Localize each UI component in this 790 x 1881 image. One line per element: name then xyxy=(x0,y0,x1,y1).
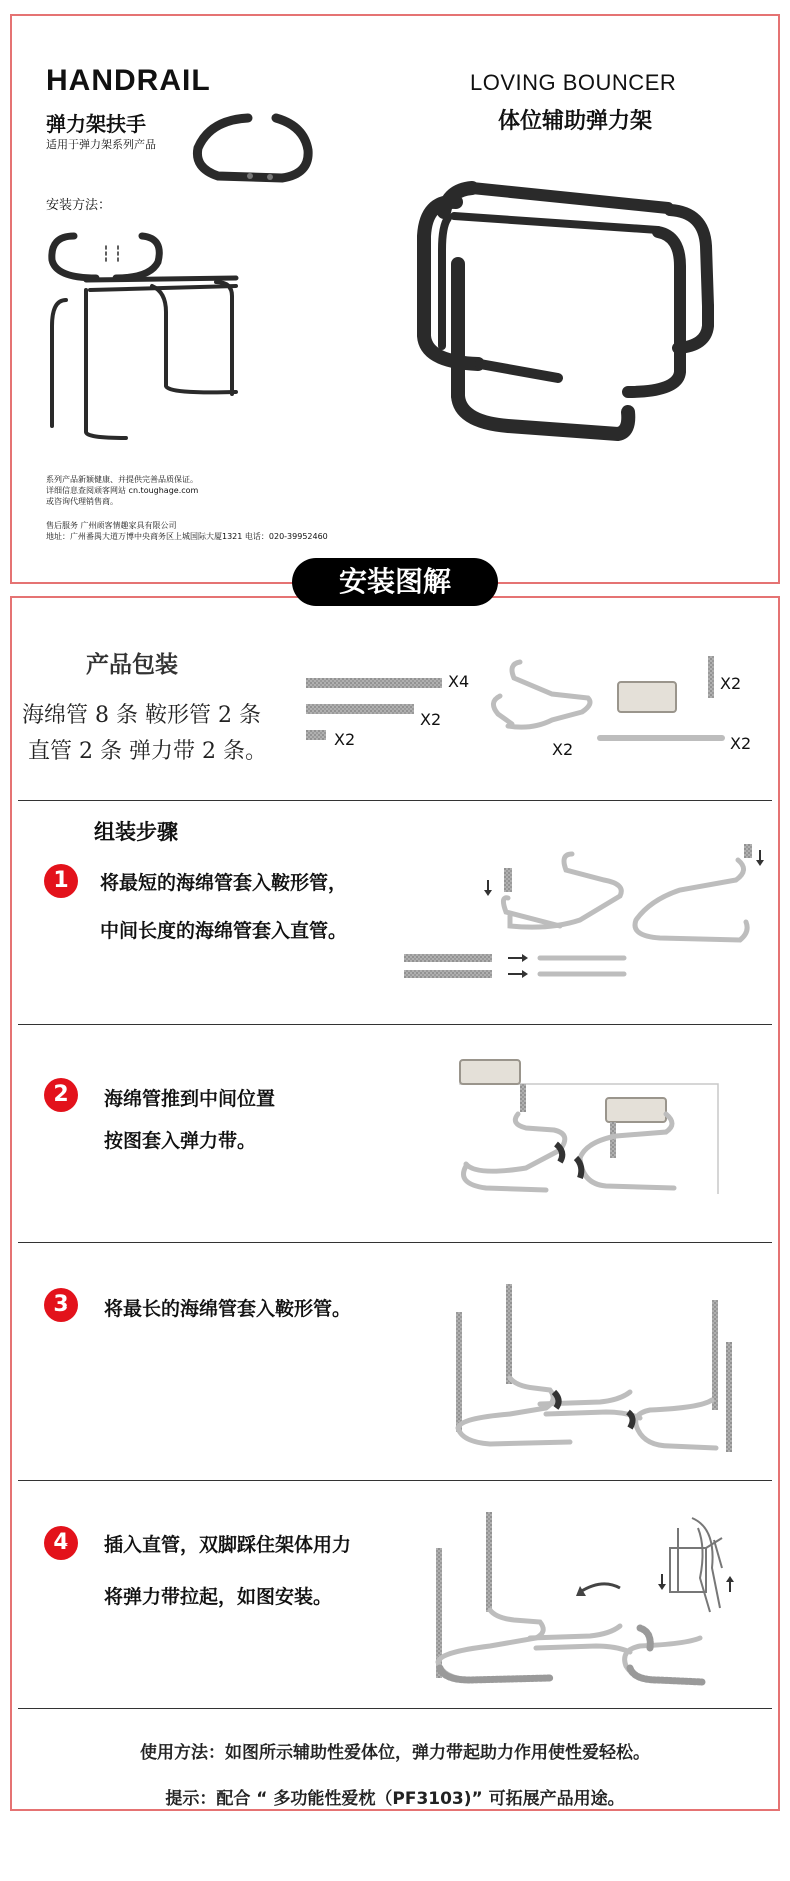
handrail-subtitle: 适用于弹力架系列产品 xyxy=(46,138,156,151)
qty-straight: X2 xyxy=(730,734,752,753)
qty-foam-long: X4 xyxy=(448,672,470,691)
qty-saddle: X2 xyxy=(552,740,574,759)
divider xyxy=(18,800,772,801)
service-line-1: 售后服务 广州顽客情趣家具有限公司 xyxy=(46,521,177,530)
note-line-1: 系列产品新颖健康、并提供完善品质保证。 xyxy=(46,475,198,484)
step-1-badge: 1 xyxy=(44,864,78,898)
install-method-label: 安装方法： xyxy=(46,198,112,213)
step-2-diagram xyxy=(456,1054,736,1194)
note-line-2: 详细信息查阅顽客网站 cn.toughage.com xyxy=(46,486,199,495)
product-en-title: LOVING BOUNCER xyxy=(470,70,677,95)
note-line-3: 或咨询代理销售商。 xyxy=(46,497,118,506)
step-1-separator: 、 xyxy=(66,867,89,892)
step-3-separator: 、 xyxy=(66,1291,89,1316)
step-1-line-1: 将最短的海绵管套入鞍形管， xyxy=(100,872,348,894)
package-line-2: 直管 2 条 弹力带 2 条。 xyxy=(28,739,267,764)
handrail-install-diagram xyxy=(46,216,256,446)
step-3-badge: 3 xyxy=(44,1288,78,1322)
qty-foam-mid: X2 xyxy=(420,710,442,729)
assembly-heading: 组装步骤 xyxy=(94,820,178,844)
step-4-badge: 4 xyxy=(44,1526,78,1560)
step-1-diagram xyxy=(400,840,770,980)
qty-band: X2 xyxy=(720,674,742,693)
handrail-title: HANDRAIL xyxy=(46,64,211,97)
package-parts-image xyxy=(302,654,782,774)
section-banner xyxy=(292,558,498,606)
divider xyxy=(18,1708,772,1709)
package-heading: 产品包装 xyxy=(86,652,178,678)
package-line-1: 海绵管 8 条 鞍形管 2 条 xyxy=(22,703,261,728)
step-4-separator: 、 xyxy=(66,1529,89,1554)
bouncer-frame-image xyxy=(418,186,728,446)
step-1-line-2: 中间长度的海绵管套入直管。 xyxy=(100,920,348,942)
divider xyxy=(18,1024,772,1025)
service-line-2: 地址：广州番禺大道万博中央商务区上城国际大厦1321 电话：020-39952460 xyxy=(46,532,328,541)
step-3-diagram xyxy=(450,1282,740,1462)
step-2-badge: 2 xyxy=(44,1078,78,1112)
step-4-diagram xyxy=(430,1508,790,1698)
handrail-cn-title: 弹力架扶手 xyxy=(46,112,146,136)
step-2-line-2: 按图套入弹力带。 xyxy=(104,1130,257,1152)
divider xyxy=(18,1480,772,1481)
usage-tip: 提示：配合 “ 多功能性爱枕（PF3103)” 可拓展产品用途。 xyxy=(165,1789,625,1809)
step-3-line-1: 将最长的海绵管套入鞍形管。 xyxy=(104,1298,352,1320)
product-cn-title: 体位辅助弹力架 xyxy=(498,109,653,134)
section-banner-title: 安装图解 xyxy=(338,565,451,598)
step-2-line-1: 海绵管推到中间位置 xyxy=(104,1088,276,1110)
qty-foam-short: X2 xyxy=(334,730,356,749)
divider xyxy=(18,1242,772,1243)
handrail-image xyxy=(190,108,350,198)
step-4-line-1: 插入直管，双脚踩住架体用力 xyxy=(104,1534,352,1556)
step-4-line-2: 将弹力带拉起，如图安装。 xyxy=(104,1586,333,1608)
step-2-separator: 、 xyxy=(66,1081,89,1106)
usage-instructions: 使用方法：如图所示辅助性爱体位，弹力带起助力作用使性爱轻松。 xyxy=(140,1743,650,1763)
